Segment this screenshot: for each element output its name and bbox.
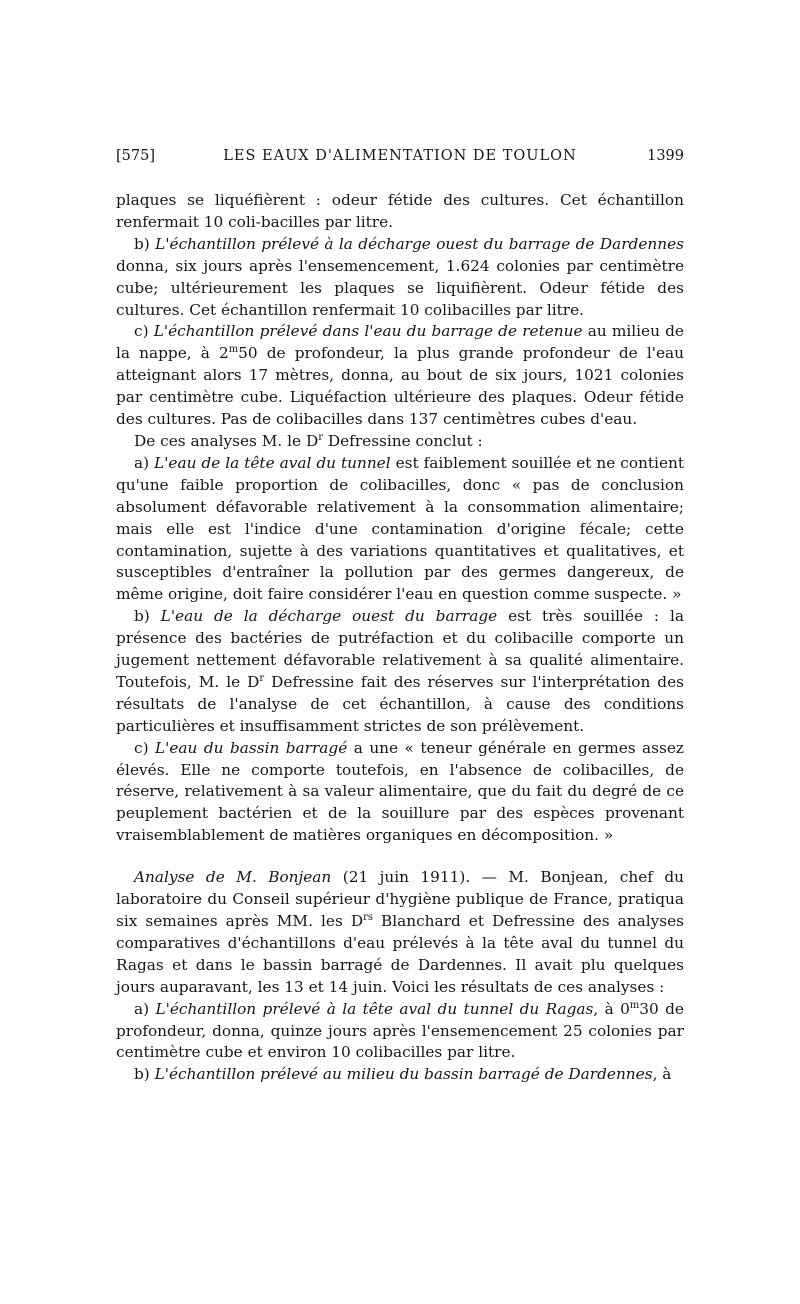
text-run: Defressine fait des réserves sur l'interprétation des résultats de l'analyse de cet échantillon, à cause des conditions particulières et insuffisamment strictes de son prélèvement.: [116, 672, 684, 735]
text-run: 30 de profondeur, donna, quinze jours après l'ensemencement 25 colonies par centimètre cube et environ 10 colibacilles par litre.: [116, 999, 684, 1062]
italic-text: L'eau du bassin barragé: [155, 738, 348, 757]
paragraph: [116, 453, 684, 606]
paragraph: [116, 234, 684, 322]
text-run: De ces analyses M. le D: [134, 431, 319, 450]
italic-text: L'échantillon prélevé dans l'eau du barrage de retenue: [153, 322, 583, 341]
text-run: a): [134, 453, 155, 472]
text-run: b): [134, 234, 156, 253]
paragraph-gap: [116, 847, 684, 867]
superscript: rs: [363, 911, 373, 923]
paragraph: [116, 999, 684, 1065]
text-run: est très souillée : la présence des bactéries de putréfaction et du colibacille comporte un jugement nettement défavorable relativement à sa qualité alimentaire. Toutefois, M. le D: [116, 607, 684, 691]
paragraph: [116, 1064, 684, 1086]
text-run: , à 0: [593, 999, 630, 1018]
text-run: b): [134, 607, 161, 626]
running-title: LES EAUX D'ALIMENTATION DE TOULON: [223, 148, 577, 164]
paragraph: [116, 867, 684, 998]
text-run: a): [134, 999, 156, 1018]
superscript: m: [228, 344, 239, 356]
superscript: r: [259, 672, 265, 684]
paragraph: [116, 190, 684, 234]
text-run: au milieu de la nappe, à 2: [116, 322, 684, 363]
italic-text: L'échantillon prélevé à la tête aval du tunnel du Ragas: [155, 999, 594, 1018]
body-text: [116, 190, 684, 1086]
italic-text: L'échantillon prélevé au milieu du bassin barragé de Dardennes: [154, 1065, 653, 1084]
text-run: (21 juin 1911). — M. Bonjean, chef du laboratoire du Conseil supérieur d'hygiène publique de France, pratiqua six semaines après MM. les D: [116, 868, 685, 930]
text-run: donna, six jours après l'ensemencement, 1.624 colonies par centimètre cube; ultérieurement les plaques se liquifièrent. Odeur fétide des cultures. Cet échantillon renfermait 10 colibacilles par litre.: [116, 256, 684, 319]
italic-text: L'eau de la décharge ouest du barrage: [160, 607, 498, 626]
page-number: 1399: [647, 148, 684, 164]
text-run: Blanchard et Defressine des analyses comparatives d'échantillons d'eau prélevés à la tête aval du tunnel du Ragas et dans le bassin barragé de Dardennes. Il avait plu quelques jours auparavant, les 13 et 14 juin. Voici les résultats de ces analyses :: [116, 912, 684, 996]
paragraph: [116, 738, 684, 848]
italic-text: L'échantillon prélevé à la décharge ouest du barrage de Dardennes: [155, 234, 684, 253]
italic-text: Analyse de M. Bonjean: [134, 868, 332, 887]
text-run: est faiblement souillée et ne contient qu'une faible proportion de colibacilles, donc « pas de conclusion absolument défavorable relativement à la consommation alimentaire; mais elle est l'indice d'une contamination d'origine fécale; cette contamination, sujette à des variations quantitatives et qualitatives, et susceptibles d'entraîner la pollution par des germes dangereux, de même origine, doit faire considérer l'eau en question comme suspecte. »: [116, 453, 684, 604]
text-run: c): [134, 738, 155, 757]
page-reference: [575]: [116, 148, 155, 164]
superscript: r: [318, 431, 323, 443]
paragraph: [116, 431, 684, 453]
italic-text: L'eau de la tête aval du tunnel: [154, 453, 391, 472]
text-run: Defressine conclut :: [322, 431, 483, 450]
text-run: c): [134, 322, 154, 341]
text-run: , à: [652, 1065, 672, 1084]
text-run: a une « teneur générale en germes assez élevés. Elle ne comporte toutefois, en l'absence de colibacilles, de réserve, relativement à sa valeur alimentaire, que du fait du degré de ce peuplement bactérien et de la souillure par des espèces provenant vraisemblablement de matières organiques en décomposition. »: [116, 738, 684, 845]
paragraph: [116, 606, 684, 737]
text-run: 50 de profondeur, la plus grande profondeur de l'eau atteignant alors 17 mètres, donna, au bout de six jours, 1021 colonies par centimètre cube. Liquéfaction ultérieure des plaques. Odeur fétide des cultures. Pas de colibacilles dans 137 centimètres cubes d'eau.: [116, 344, 684, 429]
paragraph: [116, 321, 684, 431]
running-header: [116, 148, 684, 170]
superscript: m: [629, 999, 640, 1011]
text-run: plaques se liquéfièrent : odeur fétide des cultures. Cet échantillon renfermait 10 coli-bacilles par litre.: [116, 191, 684, 231]
text-run: b): [134, 1065, 155, 1084]
